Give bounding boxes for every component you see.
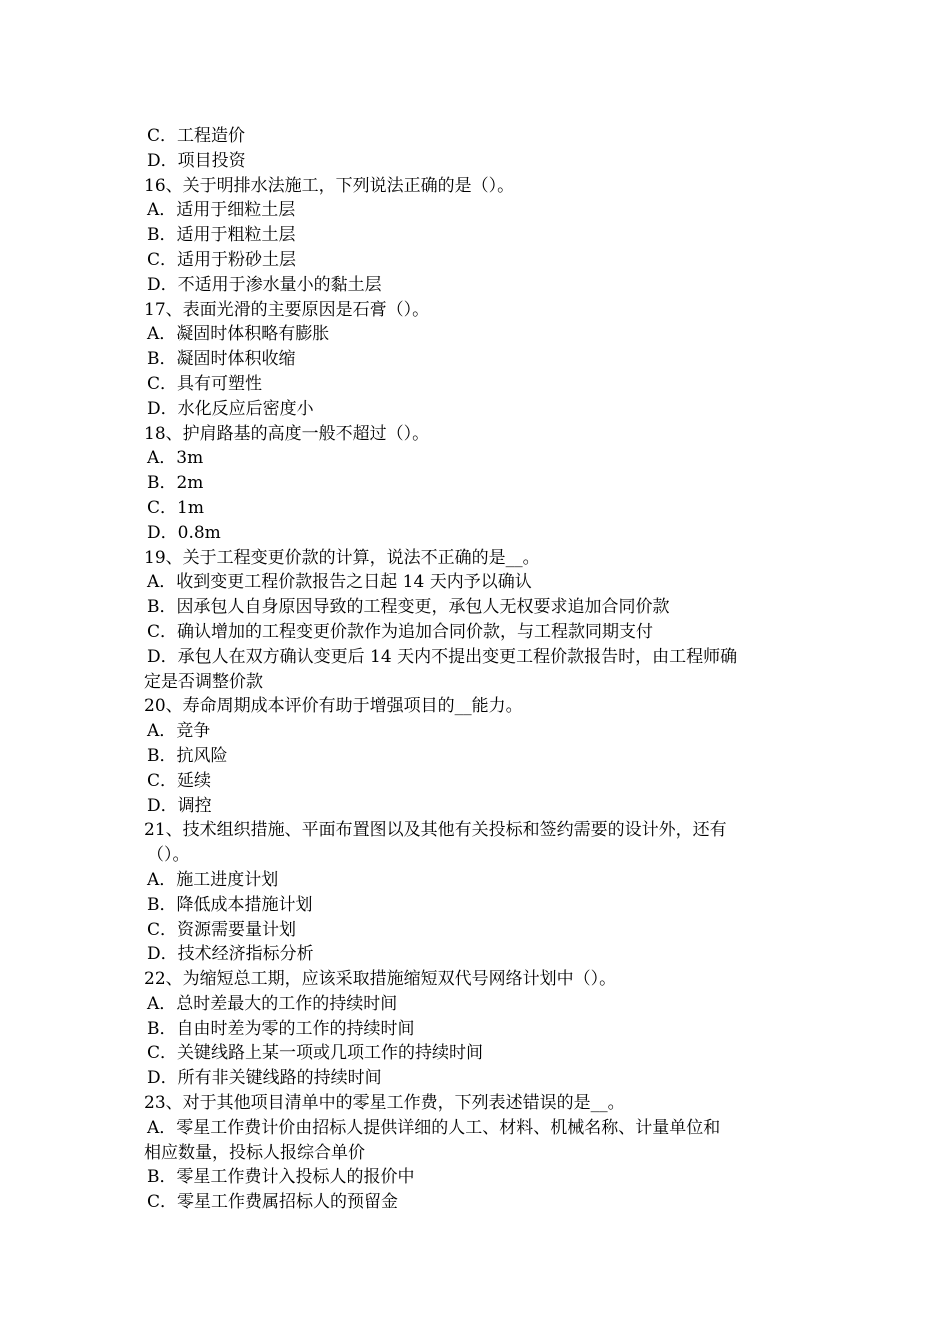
question-stem: 20、寿命周期成本评价有助于增强项目的__能力。 xyxy=(144,696,523,717)
answer-option: A．适用于细粒土层 xyxy=(147,200,296,221)
answer-option: C．零星工作费属招标人的预留金 xyxy=(147,1192,399,1213)
line-continuation: 定是否调整价款 xyxy=(144,671,263,692)
answer-option: D．承包人在双方确认变更后 14 天内不提出变更工程价款报告时，由工程师确 xyxy=(147,646,738,667)
answer-option: C．具有可塑性 xyxy=(147,373,263,394)
answer-option: A．施工进度计划 xyxy=(147,869,279,890)
answer-option: A．3m xyxy=(147,448,204,469)
line-continuation: 相应数量，投标人报综合单价 xyxy=(144,1142,365,1163)
answer-option: D．调控 xyxy=(147,795,212,816)
answer-option: C．1m xyxy=(147,497,204,518)
answer-option: B．适用于粗粒土层 xyxy=(147,225,296,246)
answer-option: A．竞争 xyxy=(147,721,211,742)
answer-option: D．不适用于渗水量小的黏土层 xyxy=(147,274,382,295)
question-stem: 18、护肩路基的高度一般不超过（）。 xyxy=(144,423,430,444)
answer-option: A．凝固时体积略有膨胀 xyxy=(147,324,330,345)
question-stem: 23、对于其他项目清单中的零星工作费，下列表述错误的是__。 xyxy=(144,1093,625,1114)
answer-option: C．关键线路上某一项或几项工作的持续时间 xyxy=(147,1043,484,1064)
answer-option: D．项目投资 xyxy=(147,150,246,171)
answer-option: B．凝固时体积收缩 xyxy=(147,349,296,370)
answer-option: C．工程造价 xyxy=(147,126,246,146)
answer-option: B．降低成本措施计划 xyxy=(147,894,313,915)
question-stem: 19、关于工程变更价款的计算，说法不正确的是__。 xyxy=(144,547,540,568)
question-stem: 17、表面光滑的主要原因是石膏（）。 xyxy=(144,299,430,320)
answer-option: B．2m xyxy=(147,473,204,494)
answer-option: A．收到变更工程价款报告之日起 14 天内予以确认 xyxy=(147,572,532,593)
question-stem: 16、关于明排水法施工，下列说法正确的是（）。 xyxy=(144,175,515,196)
answer-option: C．延续 xyxy=(147,770,212,791)
answer-option: C．确认增加的工程变更价款作为追加合同价款，与工程款同期支付 xyxy=(147,621,654,642)
answer-option: B．抗风险 xyxy=(147,745,228,766)
question-stem: 21、技术组织措施、平面布置图以及其他有关投标和签约需要的设计外，还有 xyxy=(144,820,727,841)
answer-option: D．所有非关键线路的持续时间 xyxy=(147,1068,382,1089)
answer-option: A．总时差最大的工作的持续时间 xyxy=(147,993,398,1014)
answer-option: C．适用于粉砂土层 xyxy=(147,249,297,270)
answer-option: B．因承包人自身原因导致的工程变更，承包人无权要求追加合同价款 xyxy=(147,597,670,618)
answer-option: C．资源需要量计划 xyxy=(147,919,297,940)
document-body xyxy=(144,124,809,1215)
answer-option: B．零星工作费计入投标人的报价中 xyxy=(147,1167,415,1188)
answer-option: （）。 xyxy=(147,845,190,866)
answer-option: A．零星工作费计价由招标人提供详细的人工、材料、机械名称、计量单位和 xyxy=(147,1117,721,1138)
answer-option: D．0.8m xyxy=(147,522,221,543)
answer-option: B．自由时差为零的工作的持续时间 xyxy=(147,1018,415,1039)
answer-option: D．水化反应后密度小 xyxy=(147,398,314,419)
question-stem: 22、为缩短总工期，应该采取措施缩短双代号网络计划中（）。 xyxy=(144,969,617,990)
answer-option: D．技术经济指标分析 xyxy=(147,944,314,965)
